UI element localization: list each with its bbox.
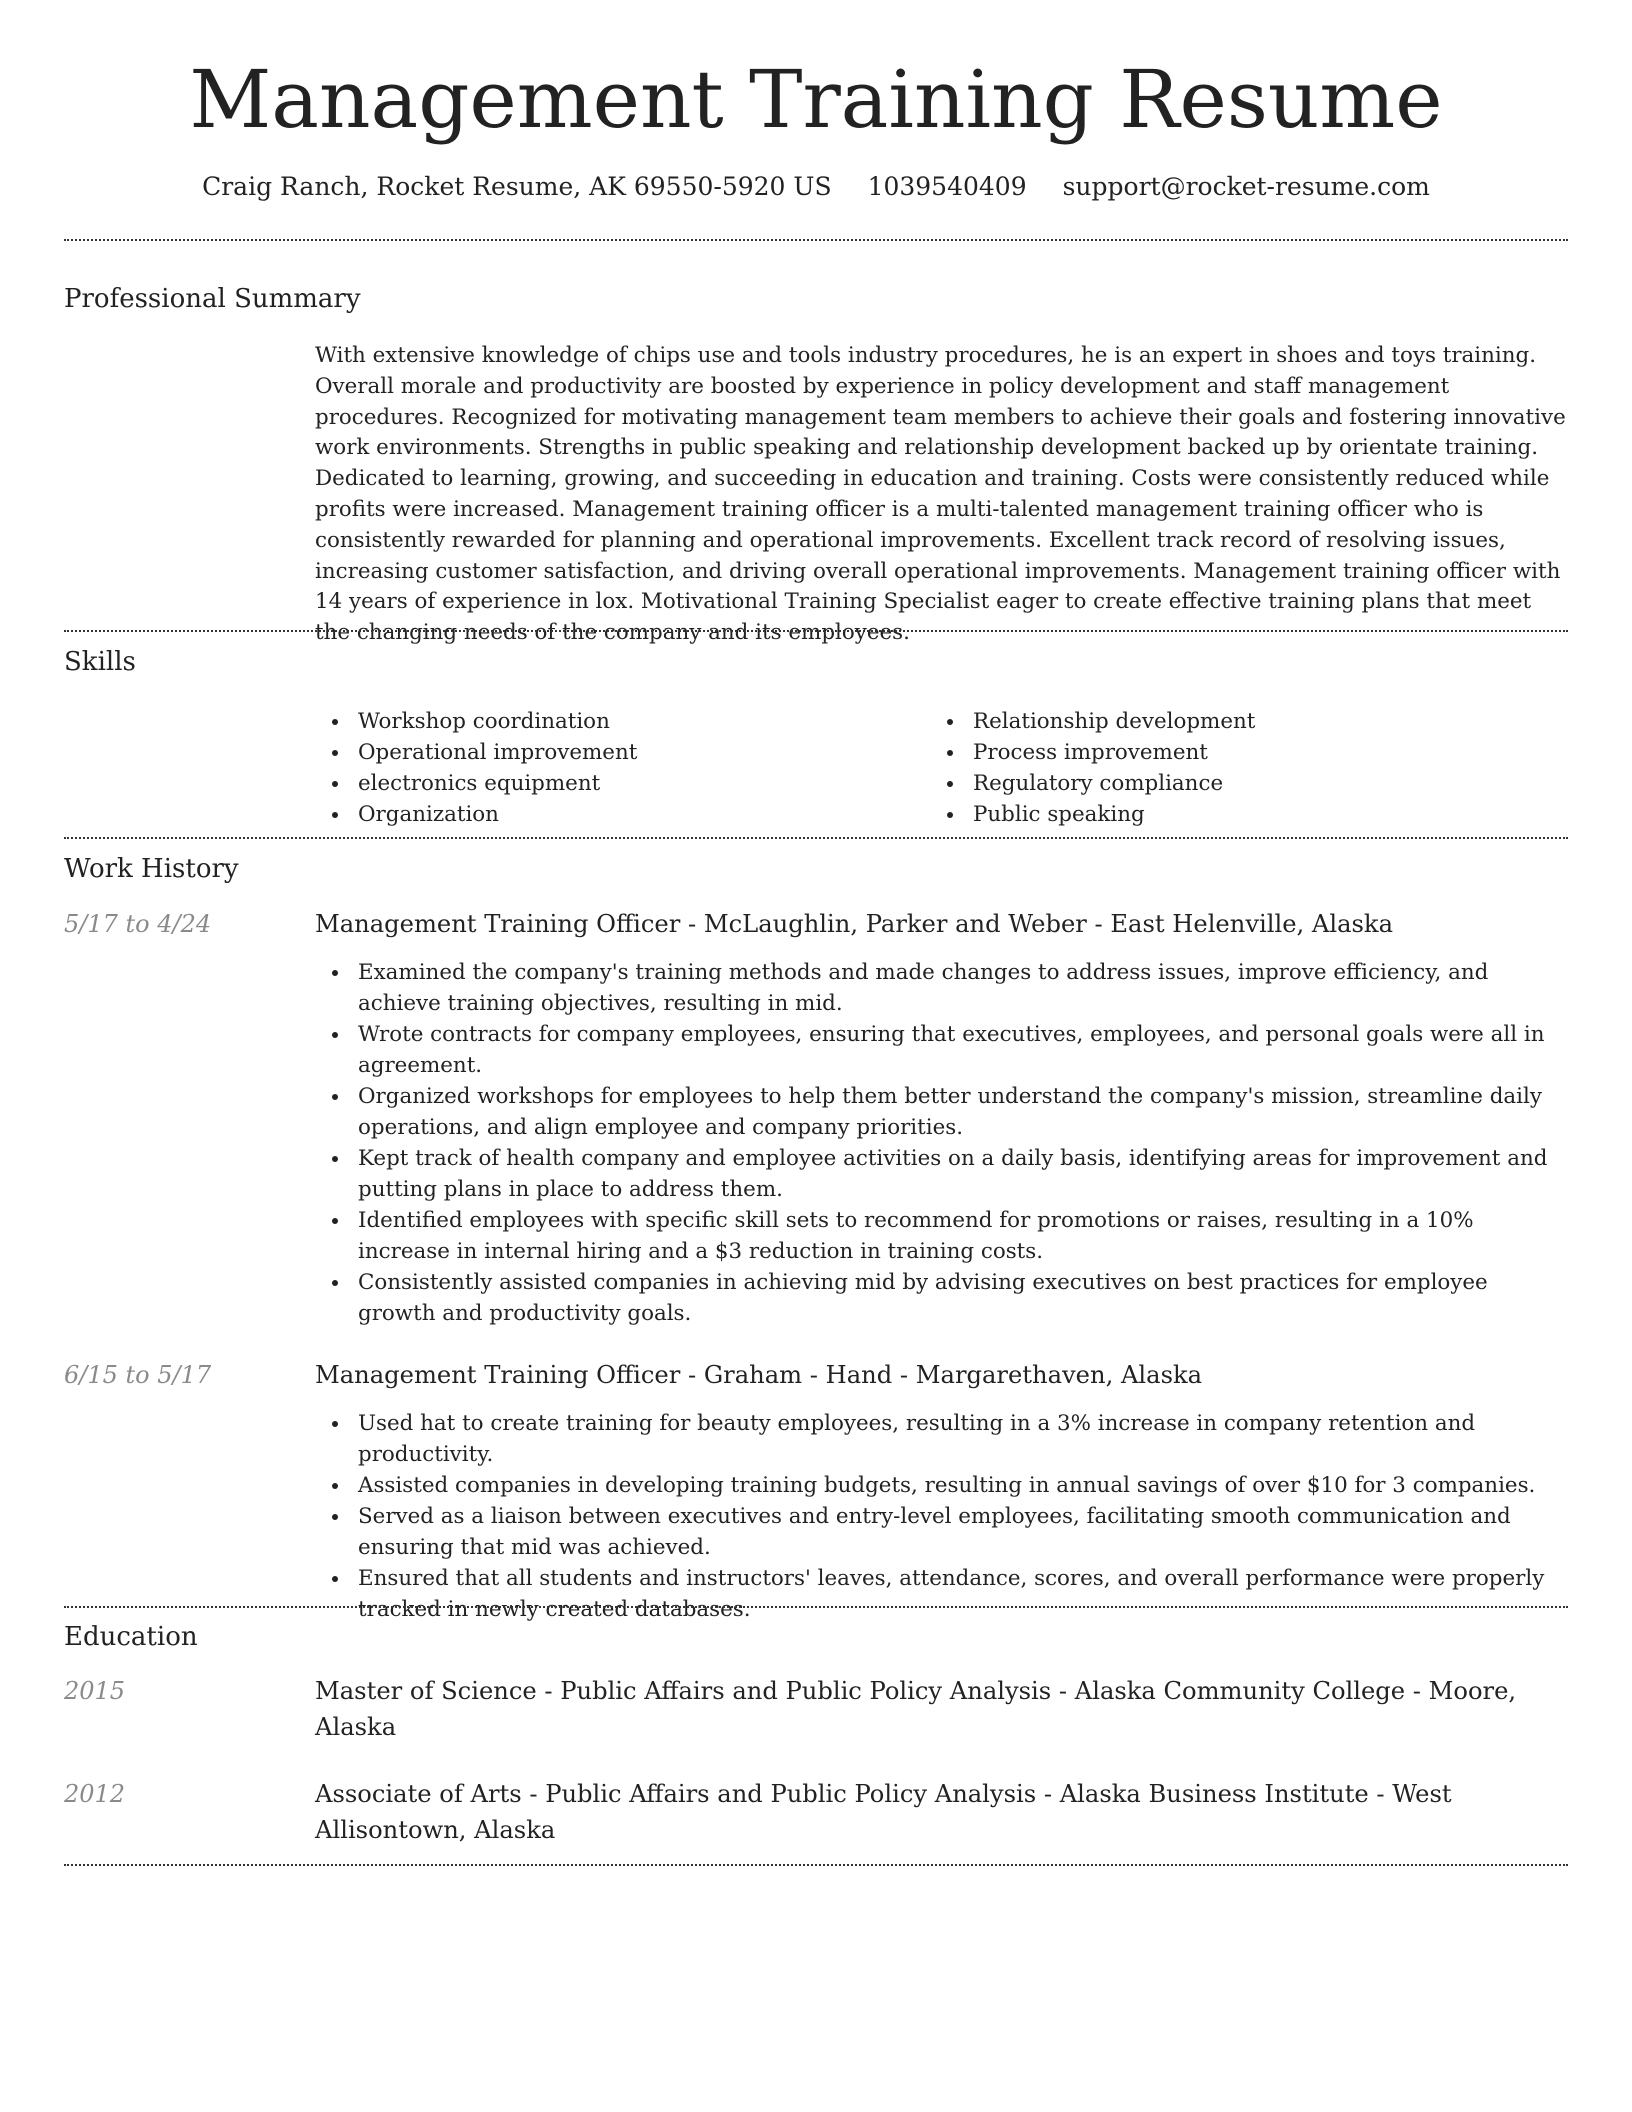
job-bullet: Kept track of health company and employee activities on a daily basis, identifying areas for improvement and putting plans in place to address them. [315, 1143, 1568, 1205]
job-dates: 5/17 to 4/24 [64, 910, 212, 938]
skill-item: Operational improvement [315, 737, 915, 768]
contact-phone: 1039540409 [867, 172, 1027, 201]
job-bullet: Organized workshops for employees to help them better understand the company's mission, streamline daily operations, and align employee and company priorities. [315, 1081, 1568, 1143]
contact-address: Craig Ranch, Rocket Resume, AK 69550-5920 US [202, 172, 832, 201]
education-year: 2015 [64, 1677, 126, 1705]
education-year: 2012 [64, 1780, 126, 1808]
education-heading: Education [64, 1622, 198, 1652]
section-divider [64, 1606, 1568, 1608]
skills-list-right [930, 706, 1530, 830]
job-bullet: Ensured that all students and instructors' leaves, attendance, scores, and overall performance were properly tracked in newly created databases. [315, 1563, 1568, 1625]
resume-title: Management Training Resume [189, 53, 1443, 146]
skills-list-left [315, 706, 915, 830]
skills-heading: Skills [64, 647, 136, 677]
job-bullet: Consistently assisted companies in achieving mid by advising executives on best practices for employee growth and productivity goals. [315, 1267, 1568, 1329]
skill-item: electronics equipment [315, 768, 915, 799]
contact-email: support@rocket-resume.com [1062, 172, 1430, 201]
skill-item: Process improvement [930, 737, 1530, 768]
skill-item: Public speaking [930, 799, 1530, 830]
job-bullet: Wrote contracts for company employees, ensuring that executives, employees, and personal goals were all in agreement. [315, 1019, 1568, 1081]
skill-item: Workshop coordination [315, 706, 915, 737]
section-divider [64, 239, 1568, 241]
skill-item: Regulatory compliance [930, 768, 1530, 799]
job-title: Management Training Officer - McLaughlin, Parker and Weber - East Helenville, Alaska [315, 910, 1393, 938]
section-divider [64, 630, 1568, 632]
job-bullet: Identified employees with specific skill sets to recommend for promotions or raises, resulting in a 10% increase in internal hiring and a $3 reduction in training costs. [315, 1205, 1568, 1267]
job-dates: 6/15 to 5/17 [64, 1361, 212, 1389]
job-bullet: Used hat to create training for beauty employees, resulting in a 3% increase in company retention and productivity. [315, 1408, 1568, 1470]
section-divider [64, 1864, 1568, 1866]
skill-item: Relationship development [930, 706, 1530, 737]
summary-heading: Professional Summary [64, 284, 361, 314]
summary-text: With extensive knowledge of chips use and tools industry procedures, he is an expert in shoes and toys training. Overall morale and productivity are boosted by experience in policy development and staff management procedures. Recognized for motivating management team members to achieve their goals and fostering innovative work environments. Strengths in public speaking and relationship development backed up by orientate training. Dedicated to learning, growing, and succeeding in education and training. Costs were consistently reduced while profits were increased. Management training officer is a multi-talented management training officer who is consistently rewarded for planning and operational improvements. Excellent track record of resolving issues, increasing customer satisfaction, and driving overall operational improvements. Management training officer with 14 years of experience in lox. Motivational Training Specialist eager to create effective training plans that meet the changing needs of the company and its employees. [315, 343, 1566, 646]
work-history-heading: Work History [64, 854, 239, 884]
job-bullets [315, 1408, 1568, 1625]
job-bullet: Examined the company's training methods and made changes to address issues, improve efficiency, and achieve training objectives, resulting in mid. [315, 957, 1568, 1019]
skill-item: Organization [315, 799, 915, 830]
education-title: Master of Science - Public Affairs and Public Policy Analysis - Alaska Community College - Moore, Alaska [315, 1677, 1517, 1741]
job-bullets [315, 957, 1568, 1329]
job-bullet: Served as a liaison between executives and entry-level employees, facilitating smooth communication and ensuring that mid was achieved. [315, 1501, 1568, 1563]
job-bullet: Assisted companies in developing training budgets, resulting in annual savings of over $10 for 3 companies. [315, 1470, 1568, 1501]
education-title: Associate of Arts - Public Affairs and Public Policy Analysis - Alaska Business Institute - West Allisontown, Alaska [315, 1780, 1452, 1844]
job-title: Management Training Officer - Graham - Hand - Margarethaven, Alaska [315, 1361, 1203, 1389]
contact-line [0, 170, 1632, 204]
section-divider [64, 837, 1568, 839]
